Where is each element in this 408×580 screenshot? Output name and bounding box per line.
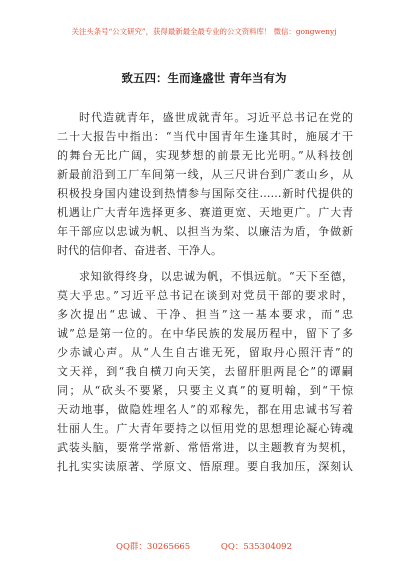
- text-line: 二十大报告中指出：“当代中国青年生逢其时，施展才干: [57, 130, 353, 143]
- text-line: 年干部应以忠诚为帆、以担当为桨、以廉洁为盾，争做新: [57, 225, 353, 238]
- text-line: 天动地事，做隐姓埋名人”的邓稼先，都在用忠诚书写着: [57, 403, 353, 416]
- text-line: 机遇让广大青年选择更多、赛道更宽、天地更广。广大青: [57, 206, 353, 219]
- text-line: 求知欲得终身，以忠诚为帆，不惧远航。“天下至德，: [79, 270, 353, 283]
- document-title: 致五四：生而逢盛世 青年当有为: [121, 71, 287, 85]
- text-line: 文天祥，到“我自横刀向天笑，去留肝胆两昆仑”的谭嗣: [57, 365, 353, 378]
- text-line: 扎扎实实读原著、学原文、悟原理。要自我加压，深刻认: [57, 460, 353, 473]
- text-line: 的舞台无比广阔，实现梦想的前景无比光明。”从科技创: [57, 149, 353, 162]
- text-line: 莫大乎忠。”习近平总书记在谈到对党员干部的要求时，: [57, 289, 353, 302]
- qq-number: QQ：535304092: [220, 542, 292, 552]
- text-line: 积极投身国内建设到热情参与国际交往……新时代提供的: [57, 187, 353, 200]
- paragraph-2: [57, 267, 353, 476]
- paragraph-1: [57, 108, 353, 260]
- text-line: 诚”总是第一位的。在中华民族的发展历程中，留下了多: [57, 327, 353, 340]
- text-line: 武装头脑，要常学常新、常悟常进，以主题教育为契机，: [57, 441, 353, 454]
- footer-contact: [0, 540, 408, 552]
- header-banner: 关注头条号“公文研究”，获得最新最全最专业的公文资料库！ 微信：gongwenyj: [71, 27, 337, 36]
- document-body: [57, 108, 353, 476]
- text-line: 少赤诚心声。从“人生自古谁无死，留取丹心照汗青”的: [57, 346, 353, 359]
- qq-group-number: QQ群：30265665: [115, 542, 191, 552]
- text-line: 多次提出“忠诚、干净、担当”这一基本要求，而“忠: [57, 308, 353, 321]
- text-line: 时代造就青年，盛世成就青年。习近平总书记在党的: [79, 111, 353, 124]
- text-line: 壮丽人生。广大青年要持之以恒用党的思想理论凝心铸魂: [57, 422, 353, 435]
- text-line: 同；从“砍头不要紧，只要主义真”的夏明翰，到“干惊: [57, 384, 353, 397]
- text-line: 时代的信仰者、奋进者、干净人。: [57, 244, 222, 257]
- text-line: 新最前沿到工厂车间第一线，从三尺讲台到广袤山乡，从: [57, 168, 353, 181]
